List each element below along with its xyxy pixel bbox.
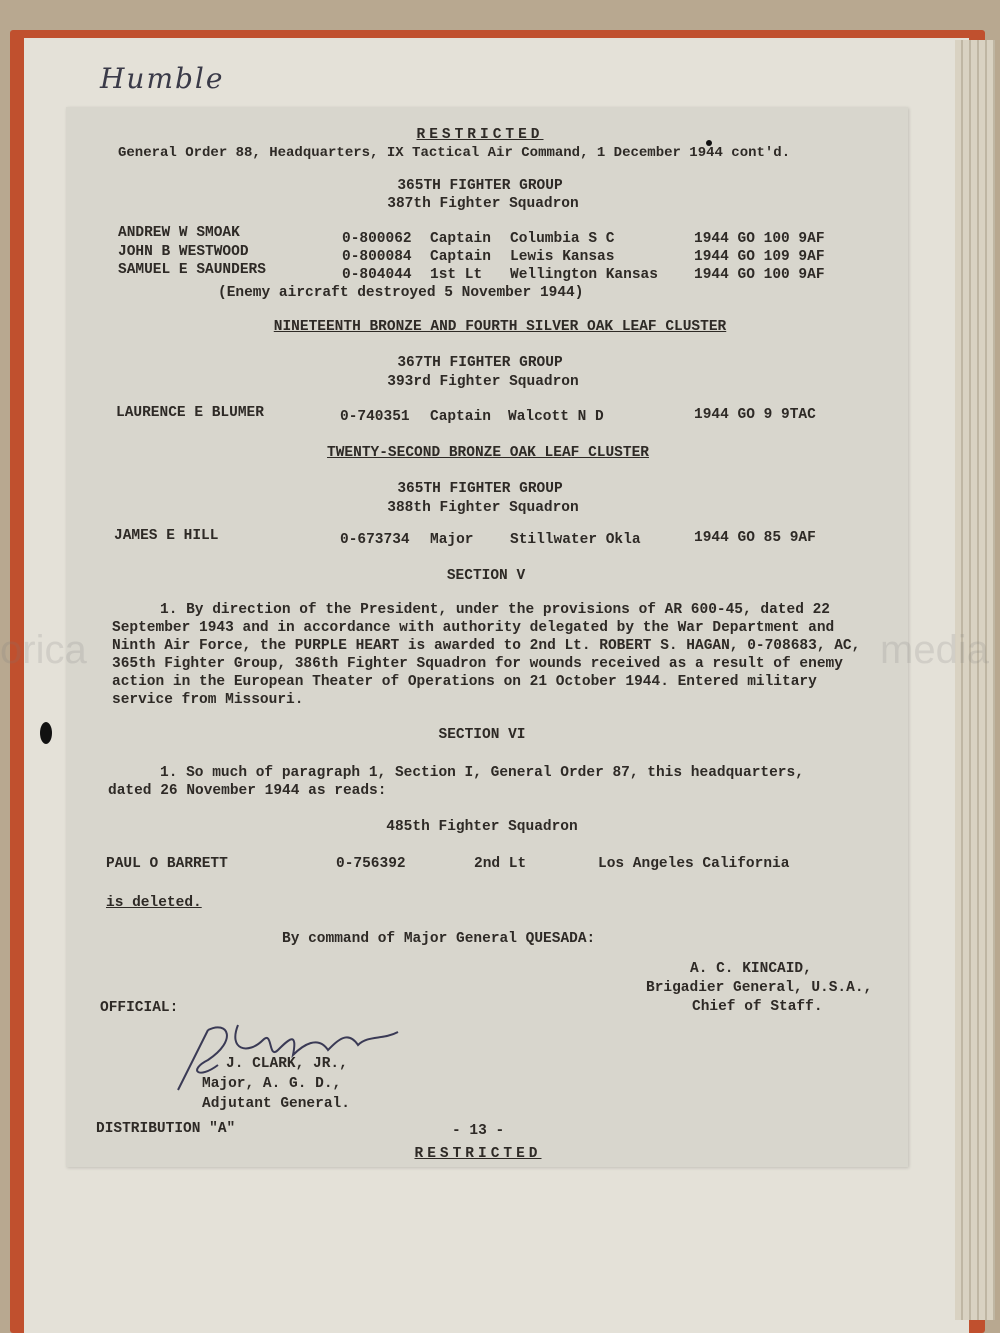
chief-title: Chief of Staff.: [692, 999, 823, 1015]
roster-rank: 2nd Lt: [474, 856, 527, 872]
roster-order: 1944 GO 85 9AF: [694, 530, 816, 546]
deleted-note: is deleted.: [106, 895, 202, 911]
restricted-header: RESTRICTED: [416, 127, 544, 143]
squadron-heading: 387th Fighter Squadron: [387, 196, 579, 212]
handwritten-note: Humble: [100, 62, 225, 95]
roster-order: 1944 GO 9 9TAC: [694, 407, 816, 423]
page-number: - 13 -: [452, 1123, 505, 1139]
general-order-line: General Order 88, Headquarters, IX Tactical Air Command, 1 December 1944 cont'd.: [118, 145, 791, 161]
roster-note: (Enemy aircraft destroyed 5 November 1944): [218, 285, 584, 301]
roster-rank: Captain: [430, 231, 491, 247]
restricted-footer: RESTRICTED: [414, 1146, 542, 1162]
roster-serial: 0-756392: [336, 856, 406, 872]
squadron-heading: 388th Fighter Squadron: [387, 500, 579, 516]
watermark-left: orica: [0, 628, 87, 672]
group-heading: 367TH FIGHTER GROUP: [397, 355, 563, 371]
paragraph-line: 1. By direction of the President, under the provisions of AR 600-45, dated 22: [160, 602, 831, 618]
paragraph-line: 365th Fighter Group, 386th Fighter Squadron for wounds received as a result of enemy: [112, 656, 843, 672]
roster-rank: Major: [430, 532, 474, 548]
squadron-heading: 393rd Fighter Squadron: [387, 374, 579, 390]
roster-rank: 1st Lt: [430, 267, 483, 283]
roster-order: 1944 GO 109 9AF: [694, 249, 825, 265]
adjutant-rank: Major, A. G. D.,: [202, 1076, 342, 1092]
award-heading: NINETEENTH BRONZE AND FOURTH SILVER OAK LEAF CLUSTER: [273, 319, 727, 335]
roster-name: PAUL O BARRETT: [106, 856, 228, 872]
award-heading: TWENTY-SECOND BRONZE OAK LEAF CLUSTER: [327, 445, 649, 461]
roster-hometown: Wellington Kansas: [510, 267, 658, 283]
by-command-line: By command of Major General QUESADA:: [282, 931, 596, 947]
paragraph-line: action in the European Theater of Operations on 21 October 1944. Entered military: [112, 674, 817, 690]
roster-serial: 0-673734: [340, 532, 410, 548]
roster-name: JOHN B WESTWOOD: [118, 244, 249, 260]
chief-rank: Brigadier General, U.S.A.,: [646, 980, 873, 996]
roster-name: LAURENCE E BLUMER: [116, 405, 264, 421]
official-label: OFFICIAL:: [100, 1000, 179, 1016]
adjutant-title: Adjutant General.: [202, 1096, 350, 1112]
section-title: SECTION V: [446, 568, 526, 584]
roster-name: SAMUEL E SAUNDERS: [118, 262, 266, 278]
roster-serial: 0-740351: [340, 409, 410, 425]
squadron-heading: 485th Fighter Squadron: [386, 819, 578, 835]
roster-order: 1944 GO 100 9AF: [694, 231, 825, 247]
roster-serial: 0-800084: [342, 249, 412, 265]
roster-hometown: Columbia S C: [510, 231, 615, 247]
roster-hometown: Los Angeles California: [598, 856, 790, 872]
paragraph-line: service from Missouri.: [112, 692, 304, 708]
roster-hometown: Stillwater Okla: [510, 532, 641, 548]
roster-rank: Captain: [430, 409, 491, 425]
chief-name: A. C. KINCAID,: [690, 961, 812, 977]
adjutant-name: J. CLARK, JR.,: [226, 1056, 348, 1072]
paragraph-line: dated 26 November 1944 as reads:: [108, 783, 387, 799]
roster-name: JAMES E HILL: [114, 528, 219, 544]
roster-hometown: Lewis Kansas: [510, 249, 615, 265]
page-edges: [955, 40, 995, 1320]
roster-hometown: Walcott N D: [508, 409, 604, 425]
paragraph-line: Ninth Air Force, the PURPLE HEART is awarded to 2nd Lt. ROBERT S. HAGAN, 0-708683, AC,: [112, 638, 861, 654]
watermark-right: media: [880, 628, 989, 672]
group-heading: 365TH FIGHTER GROUP: [397, 178, 563, 194]
paragraph-line: September 1943 and in accordance with authority delegated by the War Department and: [112, 620, 835, 636]
ink-blot: [40, 722, 52, 744]
roster-serial: 0-804044: [342, 267, 412, 283]
roster-order: 1944 GO 100 9AF: [694, 267, 825, 283]
roster-name: ANDREW W SMOAK: [118, 225, 240, 241]
roster-rank: Captain: [430, 249, 491, 265]
section-title: SECTION VI: [438, 727, 526, 743]
group-heading: 365TH FIGHTER GROUP: [397, 481, 563, 497]
roster-serial: 0-800062: [342, 231, 412, 247]
paragraph-line: 1. So much of paragraph 1, Section I, General Order 87, this headquarters,: [160, 765, 804, 781]
distribution-line: DISTRIBUTION "A": [96, 1121, 236, 1137]
